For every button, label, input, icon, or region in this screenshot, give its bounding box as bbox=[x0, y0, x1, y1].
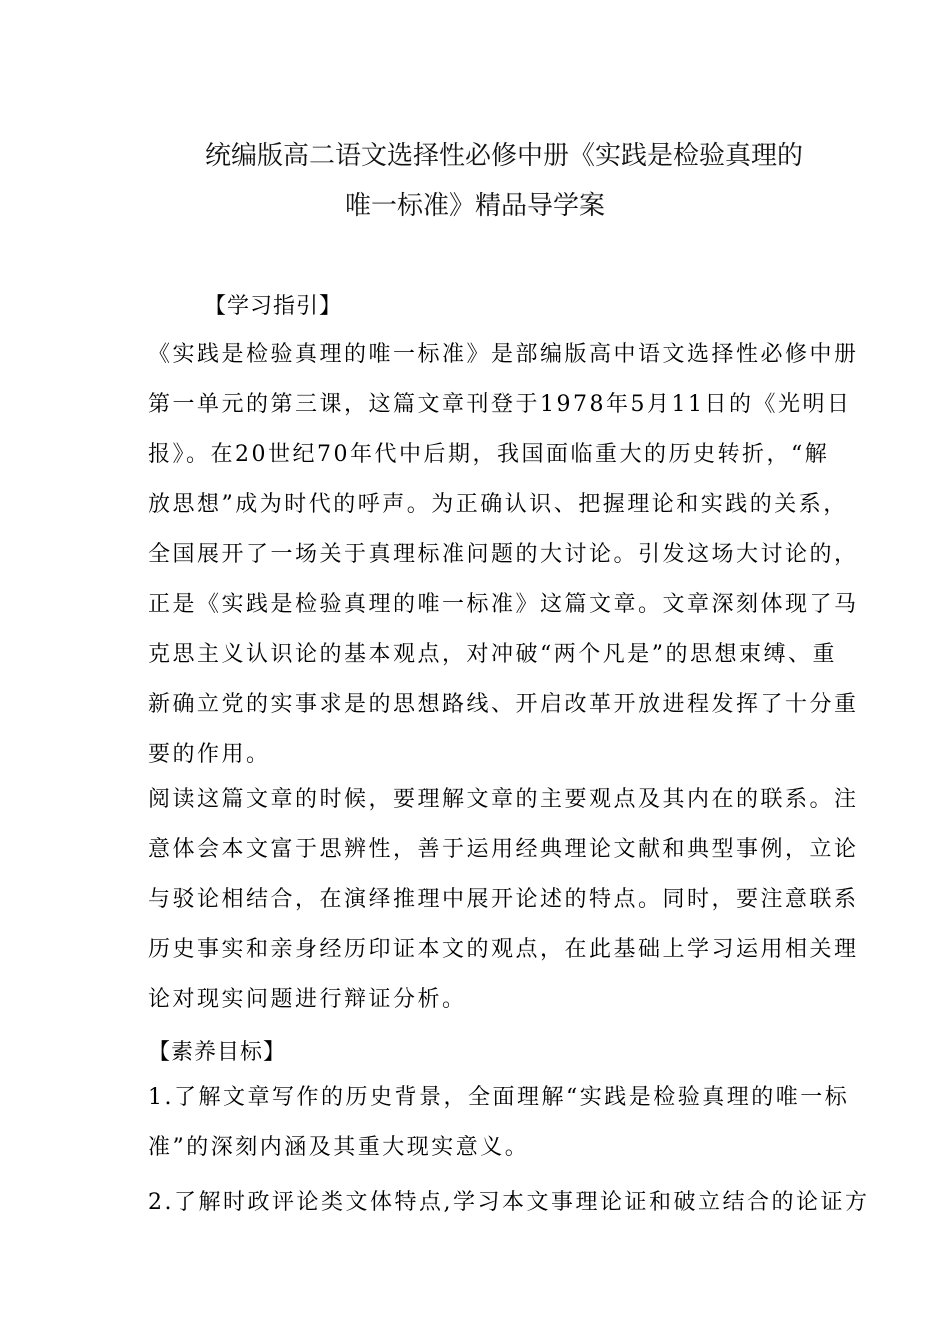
text-line: 《实践是检验真理的唯一标准》是部编版高中语文选择性必修中册 bbox=[148, 342, 859, 367]
text-line: 报》。在20世纪70年代中后期，我国面临重大的历史转折，“解 bbox=[148, 442, 830, 467]
text-line: 与驳论相结合，在演绎推理中展开论述的特点。同时，要注意联系 bbox=[148, 887, 859, 912]
section-heading-study-guide: 【学习指引】 bbox=[204, 294, 343, 319]
text-line: 放思想”成为时代的呼声。为正确认识、把握理论和实践的关系， bbox=[148, 492, 848, 517]
goal-item-1 bbox=[148, 1073, 850, 1173]
text-line: 准”的深刻内涵及其重大现实意义。 bbox=[148, 1135, 530, 1160]
document-title-line-1: 统编版高二语文选择性必修中册《实践是检验真理的 bbox=[204, 141, 803, 171]
text-line: 阅读这篇文章的时候，要理解文章的主要观点及其内在的联系。注 bbox=[148, 787, 859, 812]
text-line: 历史事实和亲身经历印证本文的观点，在此基础上学习运用相关理 bbox=[148, 937, 859, 962]
text-line: 1.了解文章写作的历史背景，全面理解“实践是检验真理的唯一标 bbox=[148, 1085, 850, 1110]
paragraph-study-guide-1 bbox=[148, 330, 859, 780]
text-line: 全国展开了一场关于真理标准问题的大讨论。引发这场大讨论的， bbox=[148, 542, 859, 567]
text-line: 克思主义认识论的基本观点，对冲破“两个凡是”的思想束缚、重 bbox=[148, 642, 837, 667]
paragraph-study-guide-2 bbox=[148, 775, 859, 1025]
text-line: 意体会本文富于思辨性，善于运用经典理论文献和典型事例，立论 bbox=[148, 837, 859, 862]
section-heading-literacy-goals: 【素养目标】 bbox=[148, 1040, 287, 1065]
text-line: 第一单元的第三课，这篇文章刊登于1978年5月11日的《光明日 bbox=[148, 392, 852, 417]
text-line: 要的作用。 bbox=[148, 742, 271, 767]
text-line: 新确立党的实事求是的思想路线、开启改革开放进程发挥了十分重 bbox=[148, 692, 859, 717]
document-title-line-2: 唯一标准》精品导学案 bbox=[344, 191, 605, 221]
goal-item-2 bbox=[148, 1178, 870, 1228]
text-line: 2.了解时政评论类文体特点,学习本文事理论证和破立结合的论证方 bbox=[148, 1190, 870, 1215]
text-line: 正是《实践是检验真理的唯一标准》这篇文章。文章深刻体现了马 bbox=[148, 592, 859, 617]
text-line: 论对现实问题进行辩证分析。 bbox=[148, 987, 467, 1012]
